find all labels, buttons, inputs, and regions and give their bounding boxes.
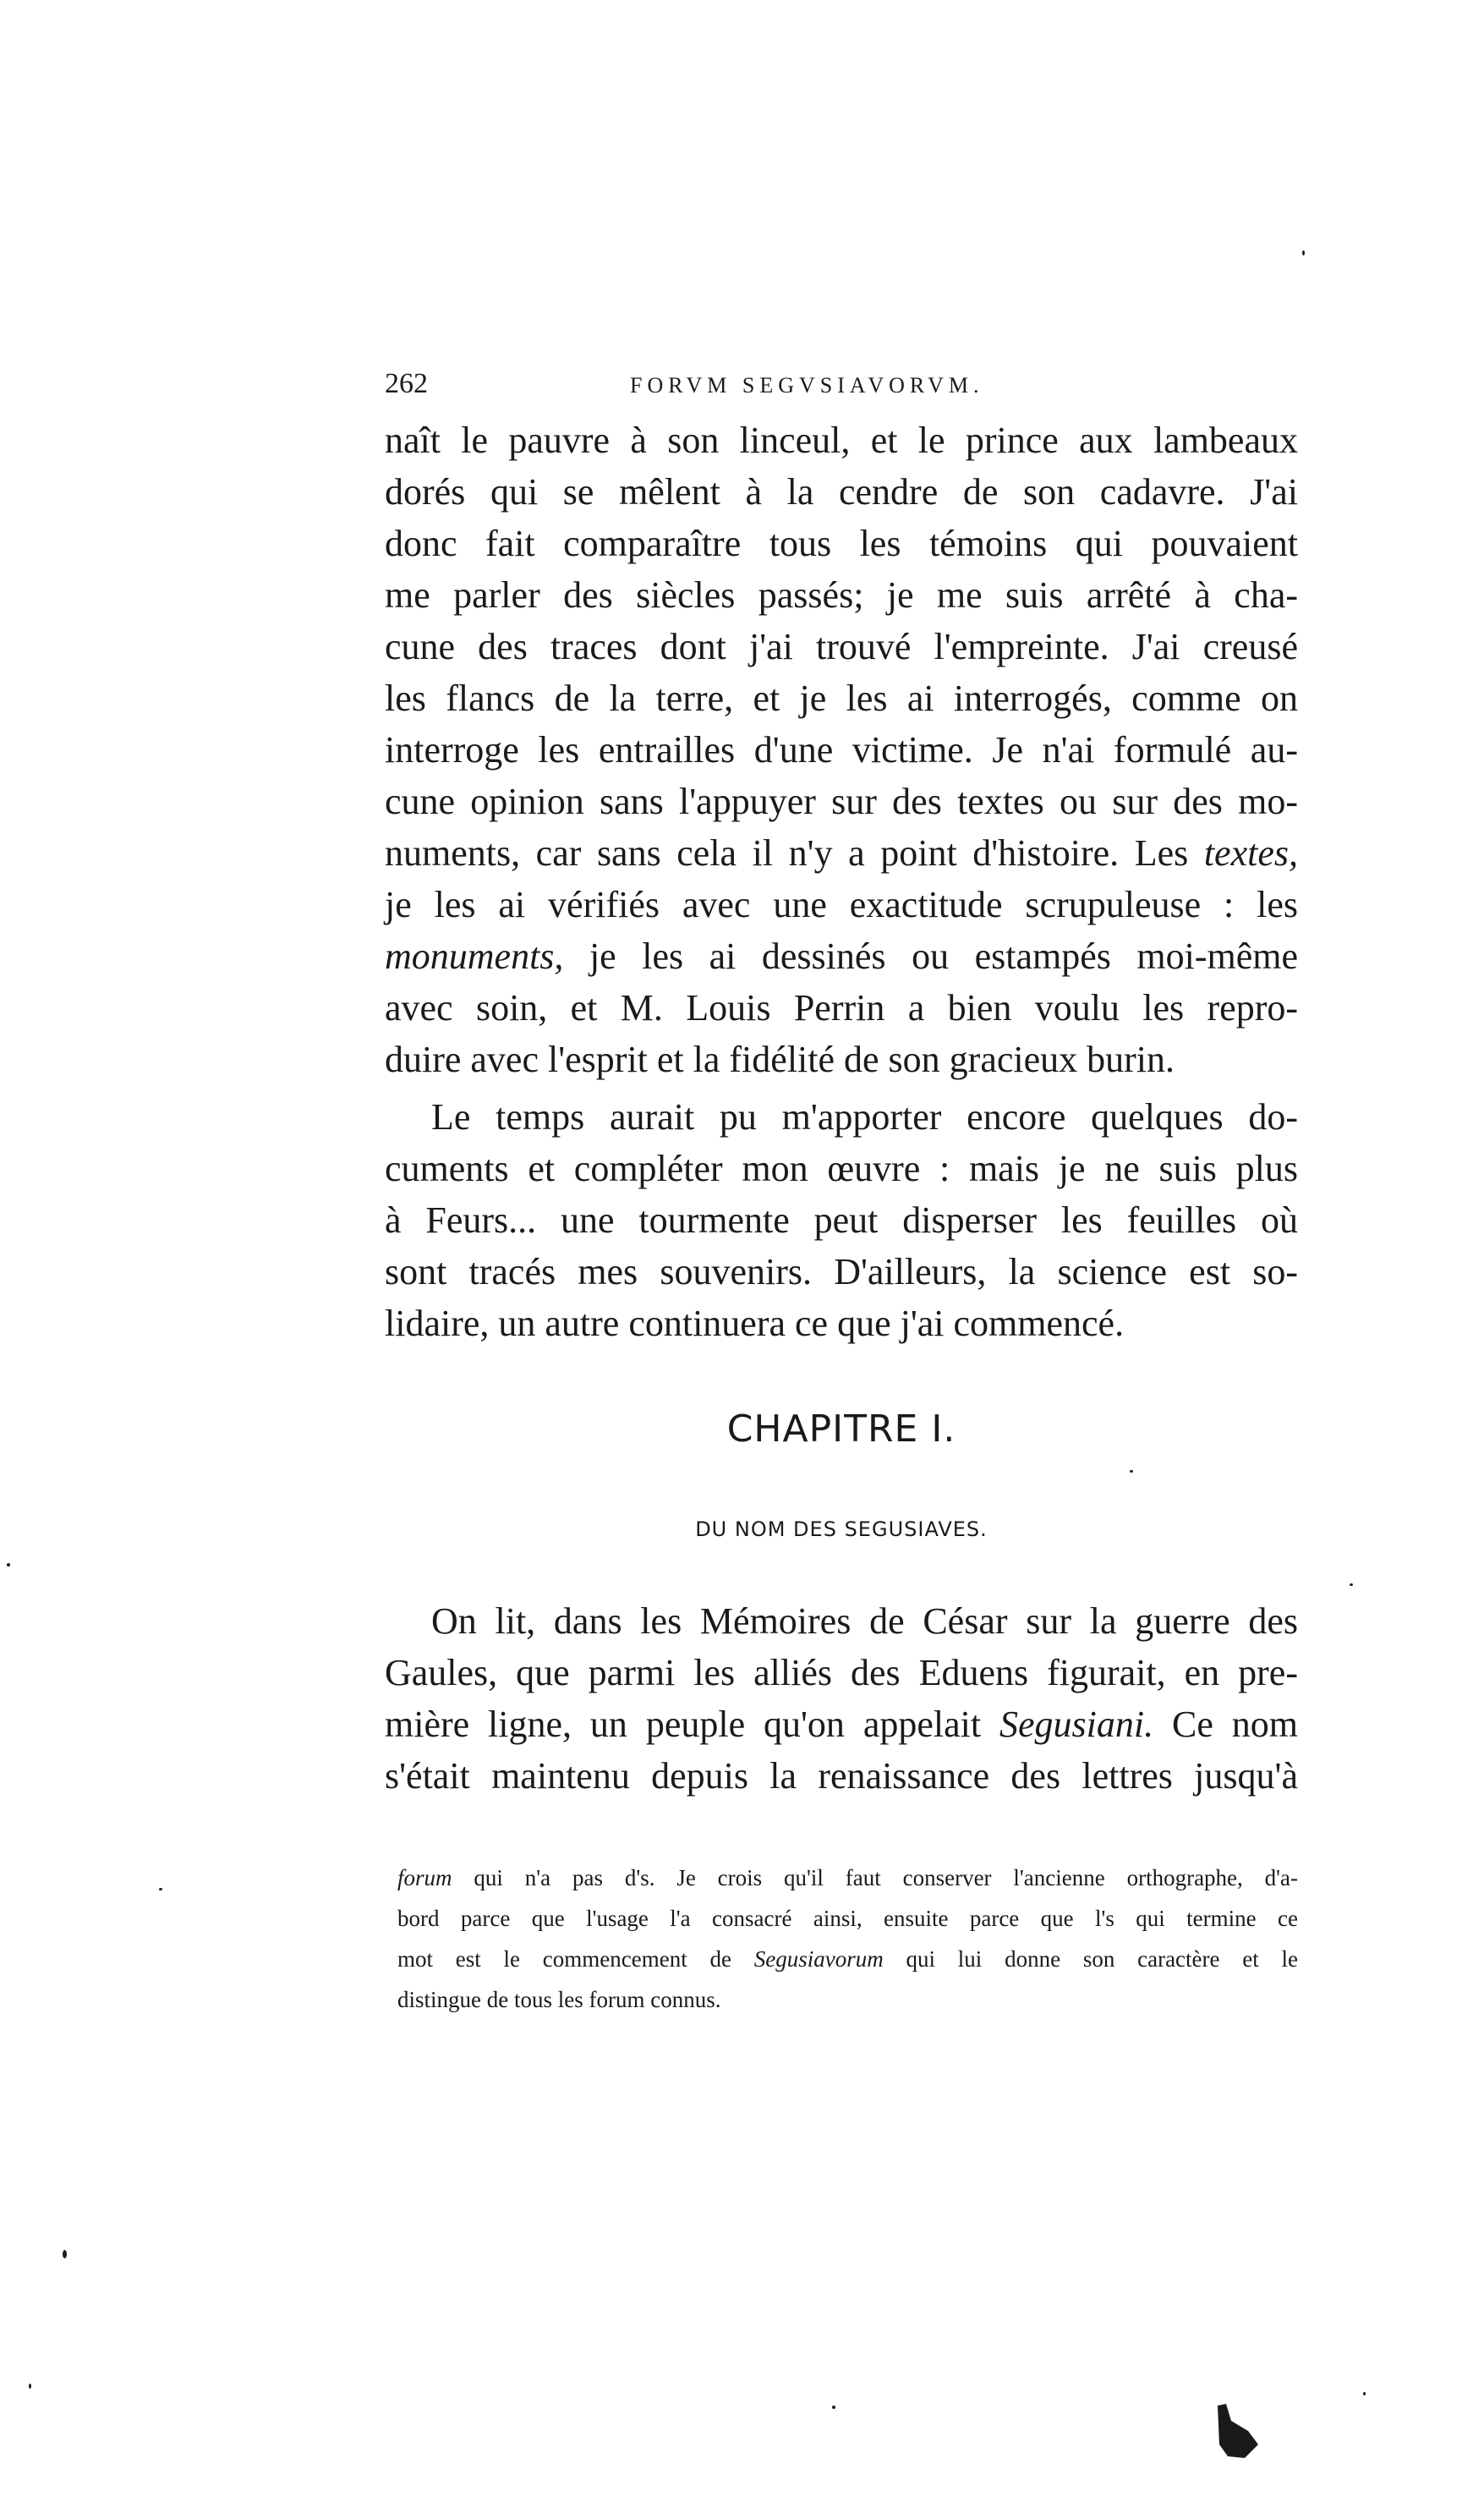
scan-speck xyxy=(29,2384,31,2389)
italic-word-monuments: monuments, xyxy=(385,936,564,977)
text-run: je les ai dessinés ou estampés moi-même xyxy=(563,936,1298,977)
text-line xyxy=(385,1698,1298,1750)
scan-speck xyxy=(1302,250,1305,255)
chapter-subtitle: DU NOM DES SEGUSIAVES. xyxy=(695,1517,988,1541)
text-run: numents, car sans cela il n'y a point d'histoire. Les xyxy=(385,832,1204,874)
text-line xyxy=(385,827,1298,879)
text-line: les flancs de la terre, et je les ai interrogés, comme on xyxy=(385,678,1298,719)
text-line: s'était maintenu depuis la renaissance des lettres jusqu'à xyxy=(385,1755,1298,1797)
text-line: dorés qui se mêlent à la cendre de son cadavre. J'ai xyxy=(385,471,1298,513)
page-header xyxy=(385,365,1298,403)
text-run: mière ligne, un peuple qu'on appelait xyxy=(385,1704,999,1745)
running-title: FORVM SEGVSIAVORVM. xyxy=(630,373,984,398)
text-line: à Feurs... une tourmente peut disperser les feuilles où xyxy=(385,1199,1298,1241)
text-line: interroge les entrailles d'une victime. Je n'ai formulé au- xyxy=(385,729,1298,771)
italic-word-segusiavorum: Segusiavorum xyxy=(753,1946,884,1972)
text-line: sont tracés mes souvenirs. D'ailleurs, la science est so- xyxy=(385,1251,1298,1292)
text-line: On lit, dans les Mémoires de César sur la guerre des xyxy=(431,1600,1298,1642)
text-line: Gaules, que parmi les alliés des Eduens figurait, en pre- xyxy=(385,1652,1298,1693)
scan-speck xyxy=(1363,2392,1366,2395)
text-run: mot est le commencement de xyxy=(397,1946,754,1972)
text-line: cune opinion sans l'appuyer sur des textes ou sur des mo- xyxy=(385,781,1298,822)
text-line: cune des traces dont j'ai trouvé l'empreinte. J'ai creusé xyxy=(385,626,1298,667)
text-line: cuments et compléter mon œuvre : mais je ne suis plus xyxy=(385,1148,1298,1189)
text-line: je les ai vérifiés avec une exactitude scrupuleuse : les xyxy=(385,884,1298,925)
text-line: avec soin, et M. Louis Perrin a bien voulu les repro- xyxy=(385,987,1298,1029)
chapter-title: CHAPITRE I. xyxy=(726,1407,956,1451)
scan-speck xyxy=(7,1563,10,1566)
scan-speck xyxy=(1130,1470,1133,1473)
paragraph-3 xyxy=(385,1595,1298,1802)
footnote-line: distingue de tous les forum connus. xyxy=(397,1987,721,2012)
text-line: duire avec l'esprit et la fidélité de son gracieux burin. xyxy=(385,1039,1175,1080)
scan-speck xyxy=(63,2250,67,2258)
scan-speck xyxy=(1350,1583,1353,1586)
scan-speck xyxy=(832,2406,835,2409)
footnote-line: bord parce que l'usage l'a consacré ainsi, ensuite parce que l's qui termine ce xyxy=(397,1906,1298,1931)
ink-blot-icon xyxy=(1211,2402,1262,2461)
text-run: qui n'a pas d's. Je crois qu'il faut conserver l'ancienne orthographe, d'a- xyxy=(452,1865,1298,1890)
text-line: naît le pauvre à son linceul, et le prince aux lambeaux xyxy=(385,420,1298,461)
text-run: Ce nom xyxy=(1153,1704,1298,1745)
footnote-line xyxy=(397,1939,1298,1979)
text-line: lidaire, un autre continuera ce que j'ai commencé. xyxy=(385,1303,1125,1344)
italic-word-segusiani: Segusiani. xyxy=(999,1704,1154,1745)
footnote xyxy=(397,1857,1298,2020)
italic-word-forum: forum xyxy=(397,1865,452,1890)
page-number: 262 xyxy=(385,368,428,399)
paragraph-1 xyxy=(385,414,1298,1085)
text-line xyxy=(385,930,1298,982)
scan-speck xyxy=(159,1888,162,1890)
italic-word-textes: textes, xyxy=(1203,832,1298,874)
paragraph-2 xyxy=(385,1091,1298,1349)
text-line: donc fait comparaître tous les témoins qui pouvaient xyxy=(385,523,1298,564)
text-run: qui lui donne son caractère et le xyxy=(883,1946,1299,1972)
text-line: me parler des siècles passés; je me suis arrêté à cha- xyxy=(385,574,1298,616)
footnote-line xyxy=(397,1857,1298,1898)
text-line: Le temps aurait pu m'apporter encore quelques do- xyxy=(431,1096,1298,1138)
